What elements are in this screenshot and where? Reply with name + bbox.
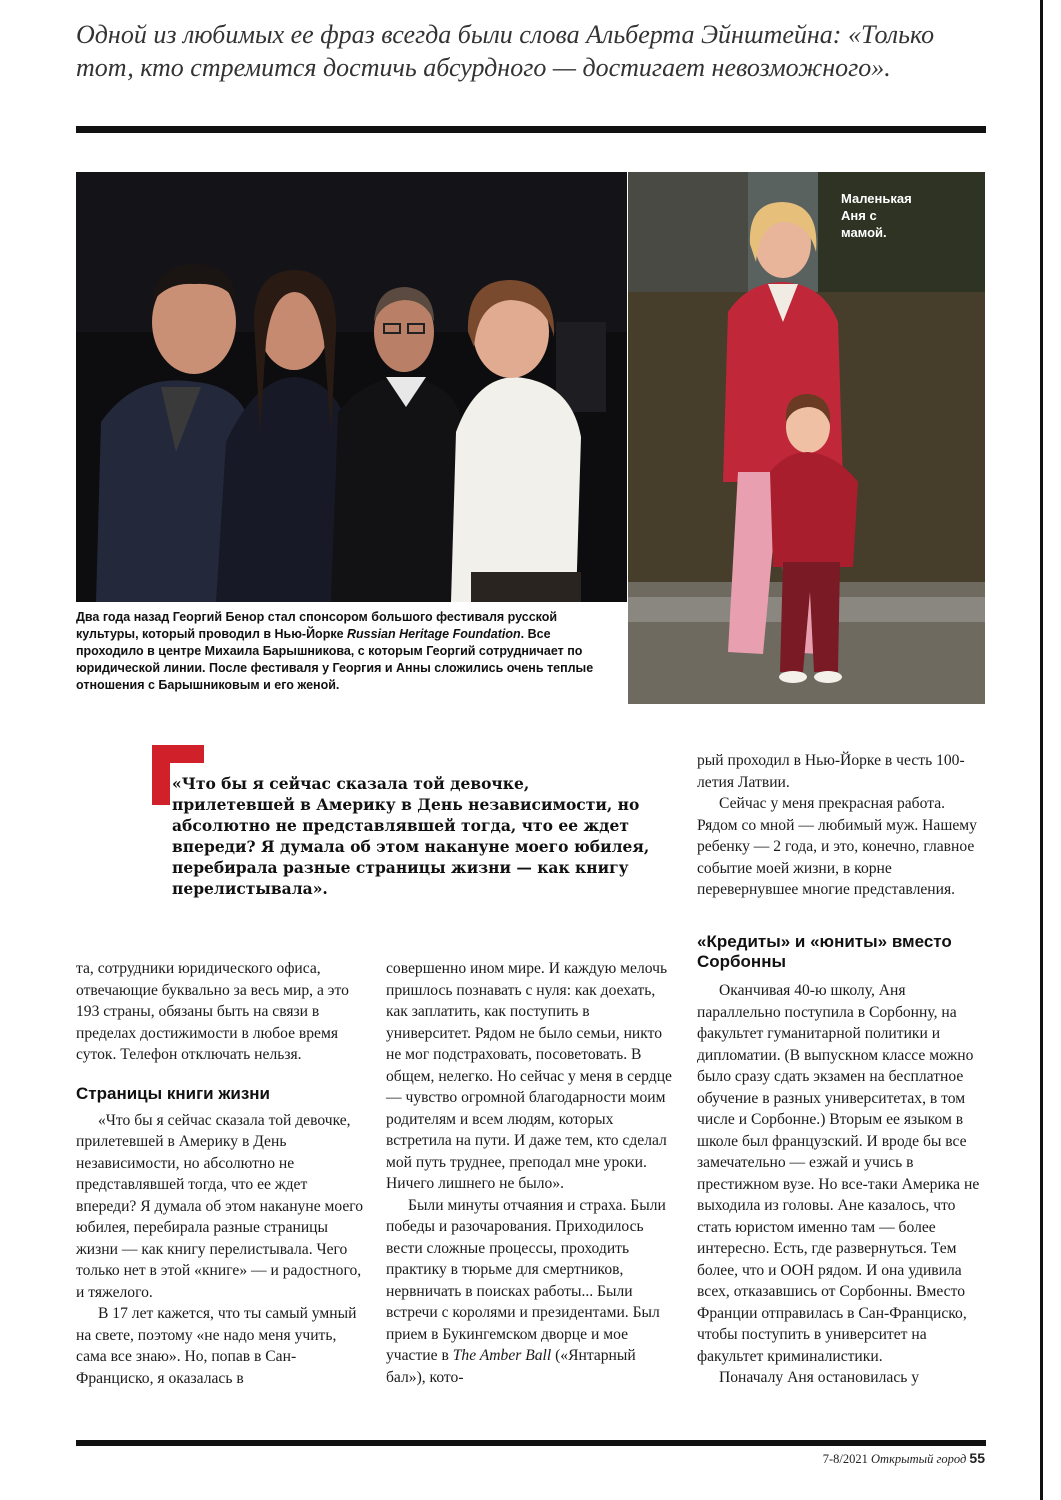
caption-italic-name: Russian Heritage Foundation [347,627,521,641]
text-column-2 [386,958,678,1388]
side-caption-line: Аня с [841,208,877,223]
paragraph: Оканчивая 40-ю школу, Аня параллельно поступила в Сорбонну, на факультет гуманитарной политики и дипломатии. (В выпускном классе можно было сразу сдать экзамен на бесплатное обучение в разных университетах, в том числе и Сорбонне.) Вторым ее языком в школе был французский. И вроде бы все замечательно — езжай и учись в престижном вузе. Но все-таки Америка не выходила из головы. Ане казалось, что стать юристом именно там — более интересно. Есть, где развернуться. Тем более, что и ООН рядом. И она удивила всех, отказавшись от Сорбонны. Вместо Франции отправилась в Сан-Франциско, чтобы поступить в университет на факультет криминалистики. [697,982,980,1365]
section-heading: «Кредиты» и «юниты» вместо Сорбонны [697,932,952,971]
pullquote-bracket [152,745,170,805]
paragraph [386,1195,678,1389]
photo-caption [76,609,621,694]
text-column-1 [76,958,366,1389]
group-photo [76,172,627,602]
paragraph: В 17 лет кажется, что ты самый умный на свете, поэтому «не надо меня учить, сама все знаю». Но, попав в Сан-Франциско, я оказалась в [76,1305,357,1387]
event-name: The Amber Ball [452,1347,552,1364]
paragraph: та, сотрудники юридического офиса, отвечающие буквально за весь мир, а это 193 страны, обязаны быть на связи в пределах достижимости в любое время суток. Телефон отключать нельзя. [76,960,349,1063]
paragraph-text: («Янтарный бал»), кото- [386,1347,636,1386]
section-heading: Страницы книги жизни [76,1083,271,1103]
paragraph: «Что бы я сейчас сказала той девочке, прилетевшей в Америку в День независимости, но абсолютно не представлявшей тогда, что ее ждет впереди? Я думала об этом накануне моего юбилея, перебирала разные страницы жизни — как книгу перелистывала. Чего только нет в этой «книге» — и радостного, и тяжелого. [76,1111,364,1301]
paragraph: рый проходил в Нью-Йорке в честь 100-летия Латвии. [697,752,965,791]
right-edge-rule [1040,0,1043,1500]
magazine-name: Открытый город [871,1452,967,1466]
paragraph-text: Были минуты отчаяния и страха. Были победы и разочарования. Приходилось вести сложные процессы, проходить практику в тюрьме для смертников, нервничать в поисках работы... Были встречи с королями и президентами. Был прием в Букингемском дворце и мое участие в [386,1196,666,1364]
paragraph: Поначалу Аня остановилась у [719,1369,920,1386]
side-caption-line: Маленькая [841,191,912,206]
mother-daughter-photo [628,172,985,704]
side-caption-line: мамой. [841,225,887,240]
page-footer [823,1450,985,1467]
caption-text: . Все проходило в центре Михаила Барышникова, с которым Георгий сотрудничает по юридической линии. После фестиваля у Георгия и Анны сложились очень теплые отношения с Барышниковым и его женой. [76,627,594,692]
paragraph: совершенно ином мире. И каждую мелочь пришлось познавать с нуля: как доехать, как заплатить, как поступить в университет. Рядом не было семьи, никто не мог подстраховать, посоветовать. В общем, нелегко. Но сейчас у меня в сердце — чувство огромной благодарности моим родителям и всем людям, которых встретила на пути. И даже тем, кто сделал мой путь труднее, преподал мне уроки. Ничего лишнего не было». [386,960,672,1192]
text-column-3 [697,932,985,1389]
text-column-3-top [697,750,985,901]
intro-quote: Одной из любимых ее фраз всегда были слова Альберта Эйнштейна: «Только тот, кто стремится достичь абсурдного — достигает невозможного». [76,20,935,82]
intro-rule [76,126,986,133]
caption-text: Два года назад Георгий Бенор стал спонсором большого фестиваля русской культуры, который проводил в Нью-Йорке [76,610,558,641]
issue-number: 7-8/2021 [822,1452,868,1466]
page-number: 55 [969,1450,985,1466]
paragraph: Сейчас у меня прекрасная работа. Рядом со мной — любимый муж. Нашему ребенку — 2 года, и это, конечно, главное событие моей жизни, в корне перевернувшее многие представления. [697,795,977,898]
pullquote: «Что бы я сейчас сказала той девочке, прилетевшей в Америку в День независимости, но абсолютно не представлявшей тогда, что ее ждет впереди? Я думала об этом накануне моего юбилея, перебирала разные страницы жизни — как книгу перелистывала». [172,774,650,898]
side-photo-caption [841,190,912,241]
footer-rule [76,1440,986,1446]
